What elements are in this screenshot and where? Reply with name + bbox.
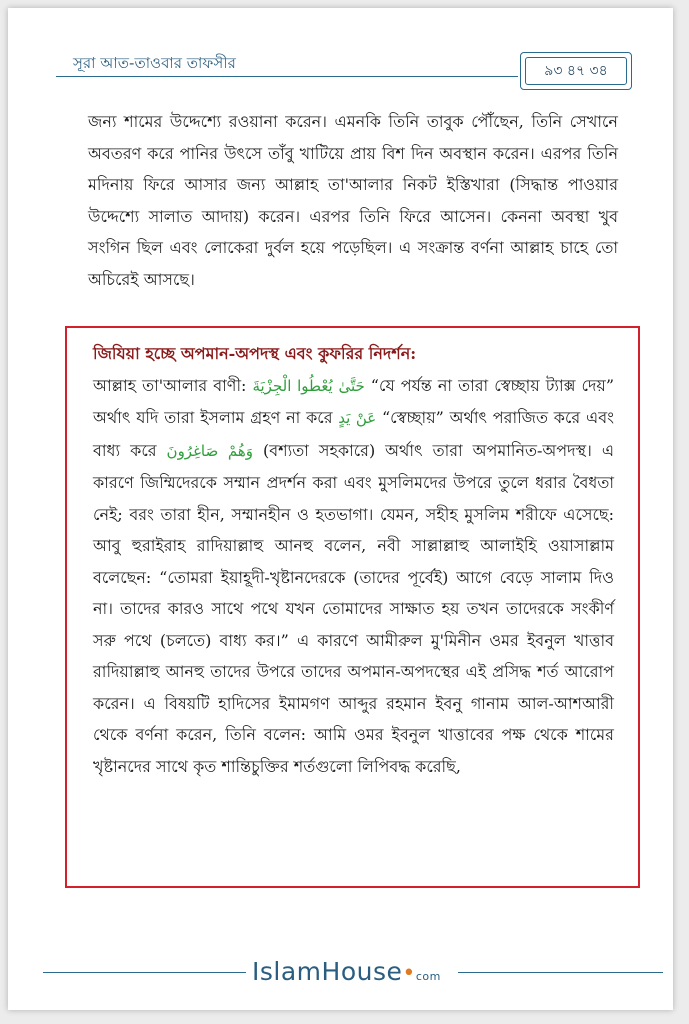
intro-text: জন্য শামের উদ্দেশ্যে রওয়ানা করেন। এমনকি তিনি তাবুক পৌঁছেন, তিনি সেখানে অবতরণ করে পানির উৎসে তাঁবু খাটিয়ে প্রায় বিশ দিন অবস্থান করেন। এরপর তিনি মদিনায় ফিরে আসার জন্য আল্লাহ তা'আলার নিকট ইস্তিখারা (সিদ্ধান্ত পাওয়ার উদ্দেশ্যে সালাত আদায়) করেন। এরপর তিনি ফিরে আসেন। কেননা অবস্থা খুব সংগিন ছিল এবং লোকেরা দুর্বল হয়ে পড়েছিল। এ সংক্রান্ত বর্ণনা আল্লাহ চাহে তো অচিরেই আসছে। [88, 112, 618, 289]
islamhouse-logo [252, 957, 441, 986]
body-segment-3: “স্বেচ্ছায়” অর্থাৎ পরাজিত করে এবং বাধ্য করে [93, 408, 614, 460]
body-segment-2: “যে পর্যন্ত না তারা স্বেচ্ছায় ট্যাক্স দেয়” অর্থাৎ যদি তারা ইসলাম গ্রহণ না করে [93, 375, 614, 427]
box-heading: জিযিয়া হচ্ছে অপমান-অপদস্থ এবং কুফরির নিদর্শন: [93, 344, 417, 363]
logo-dot: • [402, 961, 416, 986]
footer-rule-right [458, 972, 663, 973]
highlight-box [65, 326, 640, 888]
highlight-box-content [93, 338, 614, 782]
page-number: ৯৩ ৪৭ ৩৪ [525, 57, 627, 85]
body-segment-1: আল্লাহ তা'আলার বাণী: [93, 375, 253, 395]
body-segment-4: (বশ্যতা সহকারে) অর্থাৎ তারা অপমানিত-অপদস্থ। এ কারণে জিম্মিদেরকে সম্মান প্রদর্শন করা এবং মুসলিমদের উপরে তুলে ধরার বৈধতা নেই; বরং তারা হীন, সম্মানহীন ও হতভাগা। যেমন, সহীহ মুসলিম শরীফে এসেছে: আবু হুরাইরাহ রাদিয়াল্লাহু আনহু বলেন, নবী সাল্লাল্লাহু আলাইহি ওয়াসাল্লাম বলেছেন: “তোমরা ইয়াহূদী-খৃষ্টানদেরকে (তাদের পূর্বেই) আগে বেড়ে সালাম দিও না। তাদের কারও সাথে পথে যখন তোমাদের সাক্ষাত হয় তখন তাদেরকে সংকীর্ণ সরু পথে (চলতে) বাধ্য কর।” এ কারণে আমীরুল মু'মিনীন ওমর ইবনুল খাত্তাব রাদিয়াল্লাহু আনহু তাদের উপরে তাদের অপমান-অপদস্থের এই প্রসিদ্ধ শর্ত আরোপ করেন। এ বিষয়টি হাদিসের ইমামগণ আব্দুর রহমান ইবনু গানাম আল-আশআরী থেকে বর্ণনা করেন, তিনি বলেন: আমি ওমর ইবনুল খাত্তাবের পক্ষ থেকে শামের খৃষ্টানদের সাথে কৃত শান্তিচুক্তির শর্তগুলো লিপিবদ্ধ করেছি, [93, 440, 615, 776]
logo-main: IslamHouse [252, 957, 403, 986]
page-number-box [520, 52, 632, 90]
footer-rule-left [43, 972, 246, 973]
arabic-phrase-1: حَتَّىٰ يُعْطُوا الْجِزْيَةَ [252, 376, 365, 395]
header-rule [56, 76, 518, 77]
arabic-phrase-2: عَنْ يَدٍ [338, 409, 377, 427]
box-body [93, 370, 614, 783]
logo-suffix: com [415, 970, 441, 983]
intro-paragraph [88, 106, 618, 295]
page [8, 8, 673, 1010]
header-title: সূরা আত-তাওবার তাফসীর [73, 54, 236, 72]
arabic-phrase-3: وَهُمْ صَاغِرُونَ [166, 441, 254, 460]
